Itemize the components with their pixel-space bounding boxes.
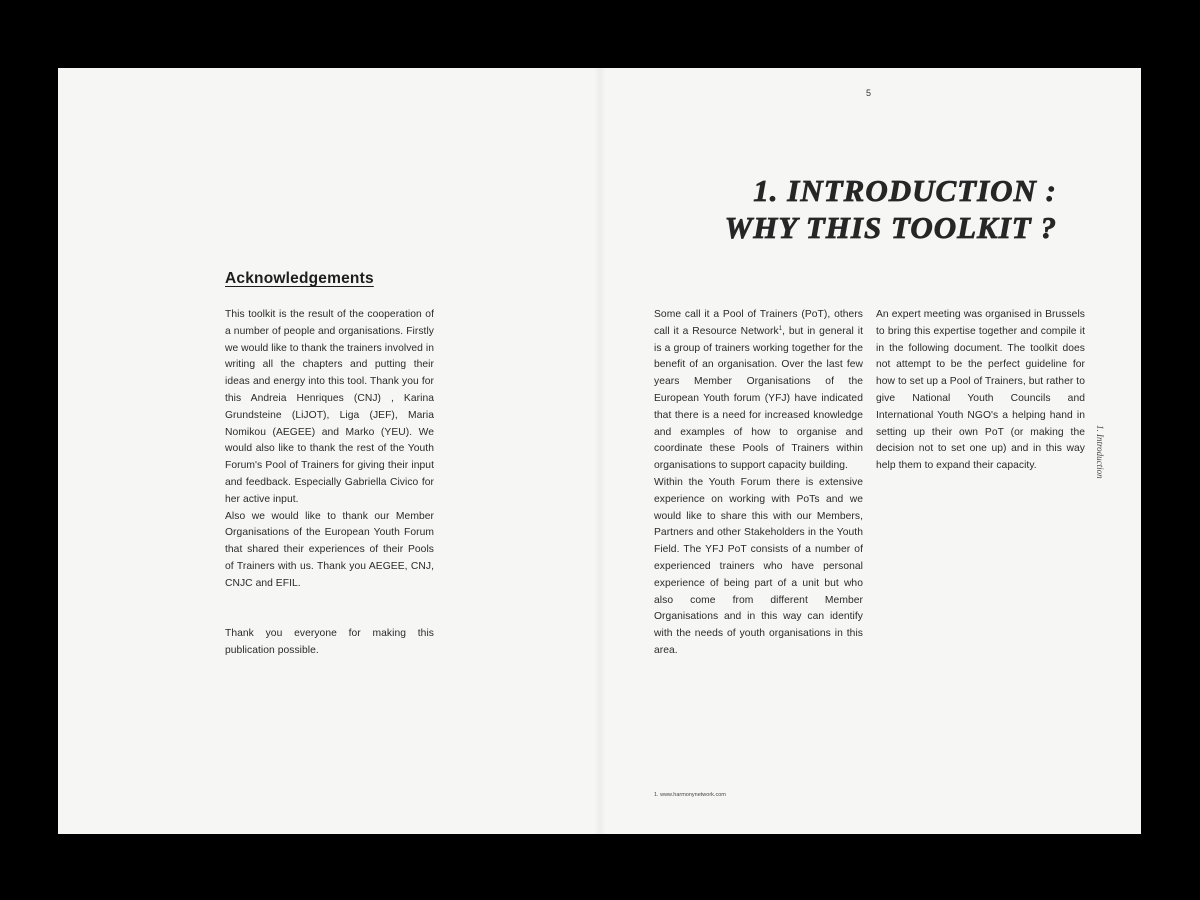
chapter-title-line-1: 1. INTRODUCTION : <box>753 173 1057 208</box>
right-page <box>600 68 1141 834</box>
intro-paragraph-2: Within the Youth Forum there is extensive experience on working with PoTs and we would like to share this with our Members, Partners and other Stakeholders in the Youth Field. The YFJ PoT consists of a number of experienced trainers who have personal experience of being part of a unit but who also come from different Member Organisations and in this way can identify with the needs of youth organisations in this area. <box>654 476 863 656</box>
text-column-2 <box>876 307 1085 475</box>
intro-paragraph-1 <box>654 307 863 475</box>
acknowledgements-text <box>225 307 434 660</box>
paragraph-spacer <box>225 593 434 627</box>
acknowledgements-heading: Acknowledgements <box>225 270 374 287</box>
page-number: 5 <box>866 88 872 98</box>
acknowledgements-paragraph-2: Also we would like to thank our Member Organisations of the European Youth Forum that shared their experiences of their Pools of Trainers with us. Thank you AEGEE, CNJ, CNJC and EFIL. <box>225 510 434 589</box>
text-column-1 <box>654 307 863 660</box>
chapter-title-line-2: WHY THIS TOOLKIT ? <box>724 210 1057 245</box>
intro-paragraph-3: An expert meeting was organised in Brussels to bring this expertise together and compile it in the following document. The toolkit does not attempt to be the perfect guideline for how to set up a Pool of Trainers, but rather to give National Youth Councils and International Youth NGO's a helping hand in setting up their own PoT (or making the decision not to set one up) and in this way help them to expand their capacity. <box>876 309 1085 472</box>
chapter-title <box>725 172 1057 246</box>
intro-paragraph-1-start: Some call it a Pool of Trainers (PoT), others call it a Resource Network <box>654 309 863 337</box>
acknowledgements-paragraph-1: This toolkit is the result of the cooperation of a number of people and organisations. Firstly we would like to thank the trainers involved in writing all the chapters and putting their ideas and energy into this tool. Thank you for this Andreia Henriques (CNJ) , Karina Grundsteine (LiJOT), Liga (JEF), Maria Nomikou (AEGEE) and Marko (YEU). We would also like to thank the rest of the Youth Forum's Pool of Trainers for giving their input and feedback. Especially Gabriella Civico for her active input. <box>225 309 434 505</box>
running-head: 1. Introduction <box>1095 425 1105 479</box>
left-page <box>58 68 600 834</box>
acknowledgements-paragraph-3: Thank you everyone for making this publication possible. <box>225 628 434 656</box>
footnote: 1. www.harmonynetwork.com <box>654 792 726 798</box>
book-spread <box>58 68 1141 834</box>
footnote-marker: 1 <box>778 325 783 332</box>
intro-paragraph-1-end: , but in general it is a group of trainers working together for the benefit of an organisation. Over the last few years Member Organisations of the European Youth forum (YFJ) have indicated that there is a need for increased knowledge and examples of how to organise and coordinate these Pools of Trainers within organisations to support capacity building. <box>654 325 863 472</box>
